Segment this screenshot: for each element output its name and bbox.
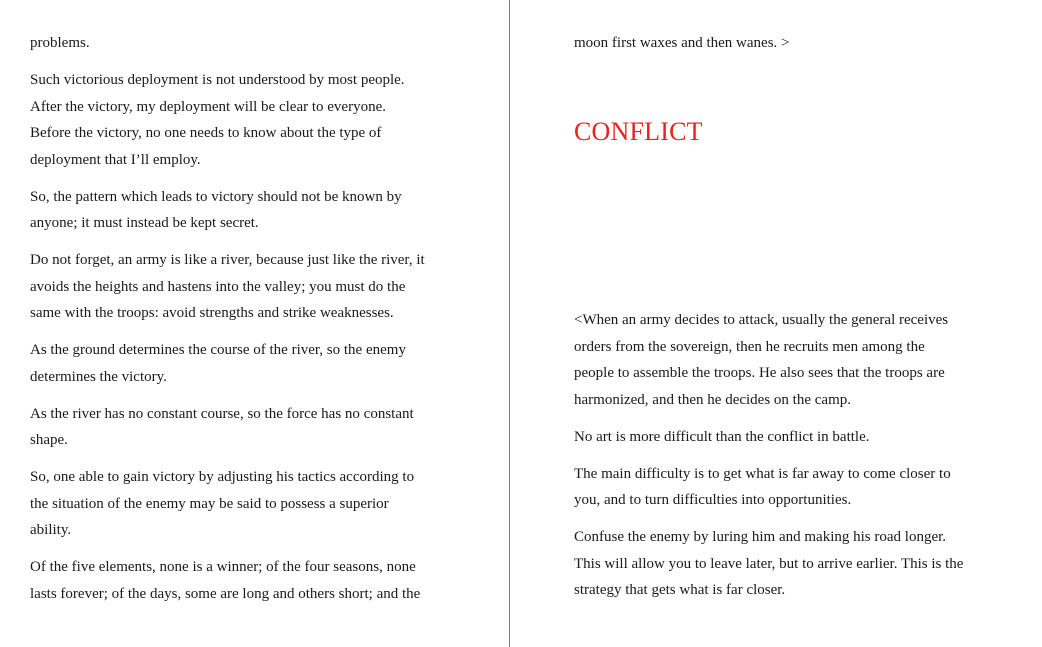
left-paragraph-3: So, the pattern which leads to victory should not be known by anyone; it must instead be kept secret.: [30, 188, 402, 231]
left-paragraph-7: So, one able to gain victory by adjusting his tactics according to the situation of the enemy may be said to possess a superior ability.: [30, 469, 415, 538]
left-paragraph-4: Do not forget, an army is like a river, because just like the river, it avoids the heights and hastens into the valley; you must do the same with the troops: avoid strengths and strike weaknesses.: [30, 252, 425, 321]
left-paragraph-8: Of the five elements, none is a winner; of the four seasons, none lasts forever; of the days, some are long and others short; and the: [30, 559, 421, 602]
right-paragraph-4: Confuse the enemy by luring him and making his road longer. This will allow you to leave later, but to arrive earlier. This is the strategy that gets what is far closer.: [574, 529, 964, 598]
right-paragraph-3: The main difficulty is to get what is far away to come closer to you, and to turn difficulties into opportunities.: [574, 465, 951, 508]
left-paragraph-1: problems.: [30, 35, 90, 51]
left-paragraph-5: As the ground determines the course of the river, so the enemy determines the victory.: [30, 342, 406, 385]
right-body: [574, 307, 1014, 614]
right-paragraph-2: No art is more difficult than the conflict in battle.: [574, 428, 870, 445]
right-top-block: [574, 30, 1014, 67]
right-paragraph-1: <When an army decides to attack, usually the general receives orders from the sovereign, then he recruits men among the people to assemble the troops. He also sees that the troops are harmonized, and then he decides on the camp.: [574, 312, 949, 408]
page-divider: [509, 0, 510, 647]
chapter-title: CONFLICT: [574, 117, 703, 146]
right-top-line: moon first waxes and then wanes. >: [574, 35, 790, 51]
left-paragraph-6: As the river has no constant course, so the force has no constant shape.: [30, 405, 414, 448]
left-paragraph-2: Such victorious deployment is not understood by most people. After the victory, my deployment will be clear to everyone. Before the victory, no one needs to know about the type of deployment that I’ll employ.: [30, 72, 405, 168]
left-page: [30, 30, 475, 618]
